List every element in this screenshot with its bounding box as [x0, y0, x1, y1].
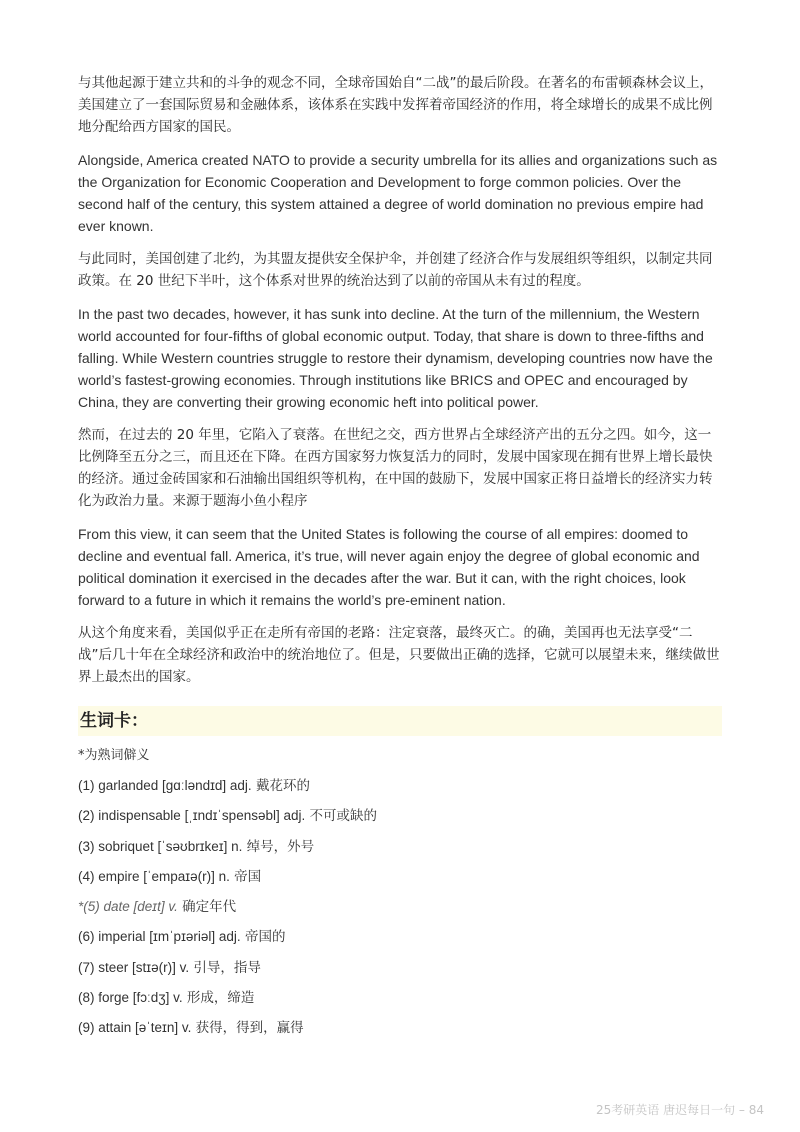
vocab-meaning: 绰号，外号 [242, 838, 315, 855]
vocab-meaning: 帝国的 [240, 929, 286, 946]
vocab-item [78, 958, 722, 988]
vocab-item [78, 806, 722, 836]
vocab-note: *为熟词僻义 [78, 748, 150, 763]
vocab-meaning: 戴花环的 [251, 778, 310, 794]
vocab-term: (7) steer [stɪə(r)] v. [78, 959, 190, 975]
vocab-item-special [78, 897, 722, 927]
vocab-item [78, 867, 722, 897]
vocab-term: (9) attain [əˈteɪn] v. [78, 1020, 192, 1036]
vocab-meaning: 帝国 [229, 868, 262, 885]
vocab-meaning: 形成，缔造 [182, 990, 255, 1007]
vocab-item [78, 927, 722, 957]
paragraph-en-2: In the past two decades, however, it has sunk into decline. At the turn of the millennium, the Western world accounted for four-fifths of global economic output. Today, that share is down to three-fifths and falling. While Western countries struggle to restore their dynamism, developing countries now have the world’s fastest-growing economies. Through institutions like BRICS and OPEC and encouraged by China, they are converting their growing economic heft into political power. [78, 306, 713, 410]
vocab-meaning: 确定年代 [177, 899, 237, 916]
vocab-term: (6) imperial [ɪmˈpɪəriəl] adj. [78, 929, 241, 945]
vocab-item [78, 837, 722, 867]
vocab-term: (2) indispensable [ˌɪndɪˈspensəbl] adj. [78, 808, 306, 824]
page-footer: 25考研英语 唐迟每日一句 – 84 [596, 1103, 764, 1117]
paragraph-en-3: From this view, it can seem that the United States is following the course of all empires: doomed to decline and eventual fall. America, it’s true, will never again enjoy the degree of global economic and political domination it exercised in the decades after the war. But it can, with the right choices, look forward to a future in which it remains the world’s pre-eminent nation. [78, 526, 700, 608]
vocab-term: (1) garlanded [ɡɑːləndɪd] adj. [78, 778, 252, 793]
vocab-meaning: 获得，得到，赢得 [191, 1020, 304, 1037]
paragraph-zh-3: 然而，在过去的 20 年里，它陷入了衰落。在世纪之交，西方世界占全球经济产出的五分之四。如今，这一比例降至五分之三，而且还在下降。在西方国家努力恢复活力的同时，发展中国家现在拥有世界上增长最快的经济。通过金砖国家和石油输出国组织等机构，在中国的鼓励下，发展中国家正将日益增长的经济实力转化为政治力量。来源于题海小鱼小程序 [78, 427, 713, 509]
vocab-item [78, 988, 722, 1018]
vocab-term: (4) empire [ˈempaɪə(r)] n. [78, 868, 230, 884]
vocab-term: (3) sobriquet [ˈsəʊbrɪkeɪ] n. [78, 838, 243, 854]
vocab-heading: 生词卡： [78, 706, 722, 736]
paragraph-zh-1: 与其他起源于建立共和的斗争的观念不同，全球帝国始自“二战”的最后阶段。在著名的布雷顿森林会议上，美国建立了一套国际贸易和金融体系，该体系在实践中发挥着帝国经济的作用，将全球增长的成果不成比例地分配给西方国家的国民。 [78, 75, 713, 135]
vocab-item [78, 1018, 722, 1048]
vocab-term: *(5) date [deɪt] v. [78, 899, 178, 915]
vocab-meaning: 不可或缺的 [305, 808, 378, 825]
vocab-term: (8) forge [fɔːdʒ] v. [78, 990, 183, 1006]
paragraph-en-1: Alongside, America created NATO to provide a security umbrella for its allies and organizations such as the Organization for Economic Cooperation and Development to forge common policies. Over the second half of the century, this system attained a degree of world domination no previous empire had ever known. [78, 152, 718, 234]
paragraph-zh-4: 从这个角度来看，美国似乎正在走所有帝国的老路：注定衰落，最终灭亡。的确，美国再也无法享受“二战”后几十年在全球经济和政治中的统治地位了。但是，只要做出正确的选择，它就可以展望未来，继续做世界上最杰出的国家。 [78, 625, 720, 685]
paragraph-zh-2: 与此同时，美国创建了北约，为其盟友提供安全保护伞，并创建了经济合作与发展组织等组织，以制定共同政策。在 20 世纪下半叶，这个体系对世界的统治达到了以前的帝国从未有过的程度。 [78, 251, 713, 289]
vocab-meaning: 引导，指导 [189, 959, 261, 976]
vocab-list [78, 776, 722, 1049]
document-body [78, 72, 722, 1049]
vocab-item [78, 776, 722, 806]
